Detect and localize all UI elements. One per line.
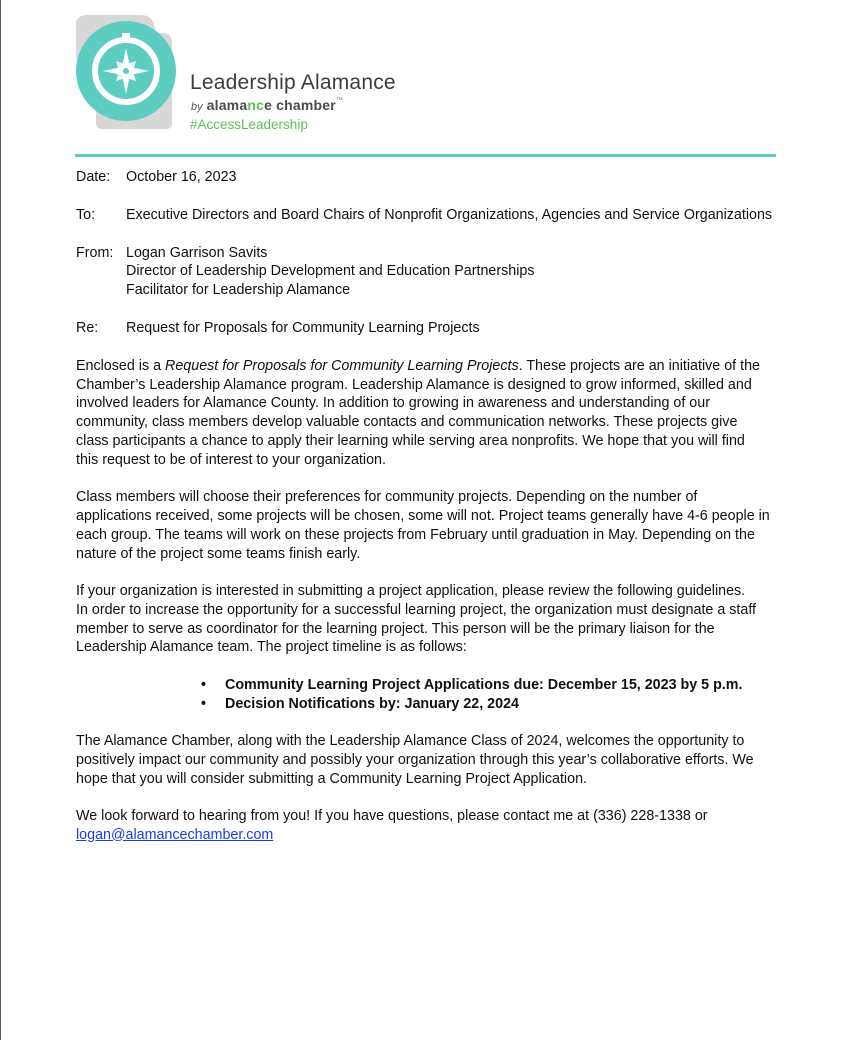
header-divider (75, 154, 776, 157)
memo-from-line: Logan Garrison Savits (126, 244, 268, 261)
bullet-icon: • (201, 676, 207, 693)
brand-byline (191, 97, 343, 113)
trademark-mark: ™ (335, 97, 343, 104)
memo-to-label: To: (76, 206, 96, 223)
brand-name: Leadership Alamance (190, 71, 396, 94)
email-link[interactable]: logan@alamancechamber.com (76, 826, 274, 843)
brand-hashtag: #AccessLeadership (190, 117, 308, 132)
paragraph-guidelines: If your organization is interested in submitting a project application, please review the following guidelines. In order to increase the opportunity for a successful learning project, the organization must designate a staff member to serve as coordinator for the learning project. This person will be the primary liaison for the Leadership Alamance team. The project timeline is as follows: (76, 582, 757, 656)
memo-re-row (76, 319, 780, 338)
memo-date: October 16, 2023 (126, 169, 237, 185)
memo-date-row (76, 168, 780, 187)
memo-from-line: Facilitator for Leadership Alamance (126, 282, 351, 299)
paragraph-contact: We look forward to hearing from you! If you have questions, please contact me at (336) 228-1338 or logan@alamancechamber.com (76, 807, 708, 843)
memo-re-label: Re: (76, 319, 99, 336)
page-left-edge (0, 0, 1, 1040)
letterhead (76, 15, 416, 135)
brand-by: by (191, 101, 203, 113)
paragraph-welcome: The Alamance Chamber, along with the Leadership Alamance Class of 2024, welcomes the opportunity to positively impact our community and possibly your organization through this year’s collaborative efforts. We hope that you will consider submitting a Community Learning Project Application. (76, 732, 754, 787)
memo-re: Request for Proposals for Community Learning Projects (126, 319, 480, 336)
compass-star-icon (76, 15, 176, 130)
bullet-icon: • (201, 695, 207, 712)
memo-from (126, 244, 780, 300)
list-item: • Community Learning Project Applications due: December 15, 2023 by 5 p.m. (201, 676, 743, 693)
memo-to: Executive Directors and Board Chairs of Nonprofit Organizations, Agencies and Service Organizations (126, 206, 773, 223)
memo-from-line: Director of Leadership Development and Education Partnerships (126, 263, 535, 280)
chamber-wordmark: alamance chamber (206, 97, 336, 113)
paragraph-intro: Enclosed is a Request for Proposals for Community Learning Projects. These projects are an initiative of the Chamber’s Leadership Alamance program. Leadership Alamance is designed to grow informed, skilled and involved leaders for Alamance County. In addition to growing in awareness and understanding of our community, class members develop valuable contacts and communication networks. These projects give class participants a chance to apply their learning while serving area nonprofits. We hope that you will find this request to be of interest to your organization. (76, 357, 760, 468)
memo-from-row (76, 244, 780, 300)
memo-from-label: From: (76, 244, 114, 261)
memo-date-label: Date: (76, 169, 111, 185)
paragraph-selection: Class members will choose their preferences for community projects. Depending on the number of applications received, some projects will be chosen, some will not. Project teams generally have 4-6 people in each group. The teams will work on these projects from February until graduation in May. Depending on the nature of the project some teams finish early. (76, 489, 770, 562)
memo-to-row (76, 206, 780, 225)
list-item: • Decision Notifications by: January 22, 2024 (201, 695, 519, 712)
timeline-list (76, 676, 780, 714)
letter-body (76, 168, 780, 863)
rfp-title: Request for Proposals for Community Learning Projects (165, 357, 519, 374)
